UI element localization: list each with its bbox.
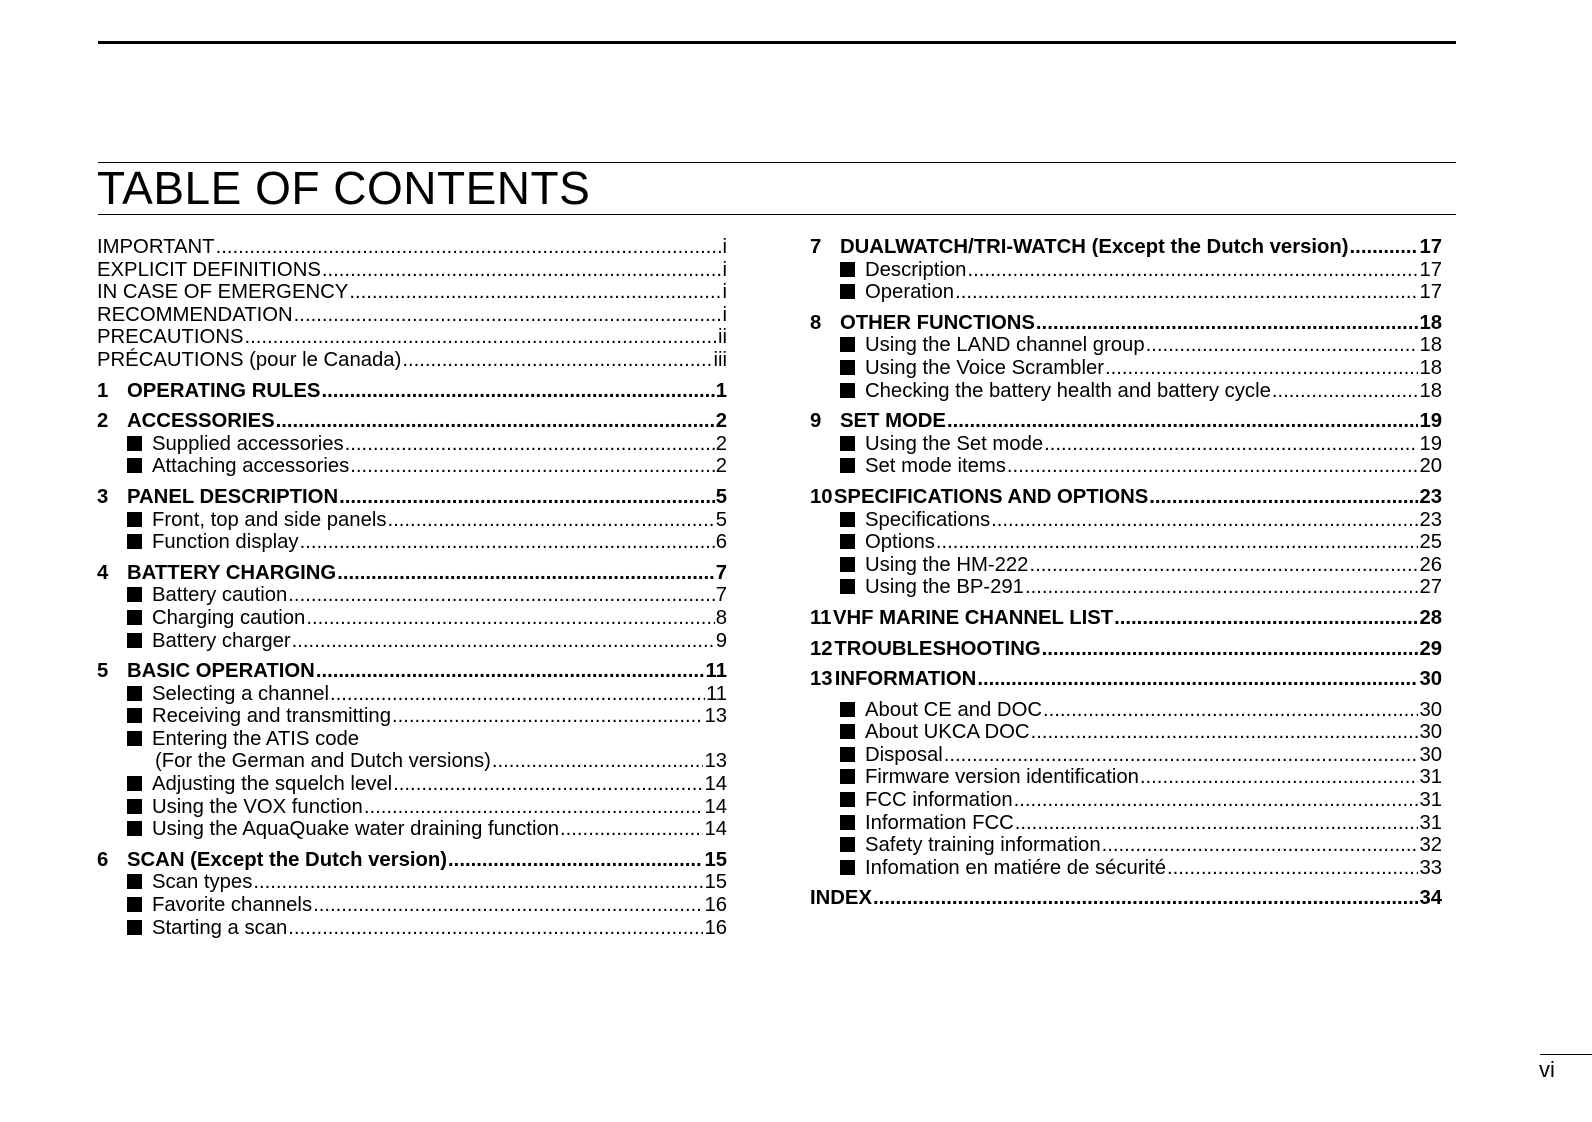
toc-subentry[interactable]: [810, 433, 1442, 456]
index-title: INDEX: [810, 887, 872, 910]
chapter-number: 1: [97, 379, 109, 402]
square-bullet-icon: [127, 708, 142, 723]
toc-entry-page: i: [722, 236, 727, 258]
subentry-page: 23: [1419, 508, 1442, 531]
chapter-title: INFORMATION: [834, 668, 977, 691]
toc-subentry[interactable]: [97, 509, 727, 532]
chapter-title: VHF MARINE CHANNEL LIST: [832, 606, 1114, 629]
leader-dots: [1167, 857, 1418, 880]
subentry-page: 18: [1419, 356, 1442, 379]
toc-subentry[interactable]: [810, 834, 1442, 857]
subentry-page: 30: [1419, 698, 1442, 721]
top-rule: [98, 41, 1456, 44]
subentry-page: 16: [704, 894, 727, 917]
subentry-page: 30: [1419, 721, 1442, 744]
leader-dots: [1007, 455, 1419, 478]
toc-subentry[interactable]: [97, 871, 727, 894]
subentry-page: 6: [715, 531, 727, 554]
leader-dots: [288, 917, 703, 940]
leader-dots: [955, 281, 1418, 304]
leader-dots: [1146, 334, 1419, 357]
subentry-label: Entering the ATIS code: [152, 727, 360, 750]
square-bullet-icon: [127, 458, 142, 473]
leader-dots: [345, 433, 715, 456]
chapter-number: 4: [97, 561, 109, 584]
toc-chapter[interactable]: [810, 607, 1442, 630]
leader-dots: [313, 894, 703, 917]
chapter-title: OPERATING RULES: [127, 379, 321, 402]
chapter-title: TROUBLESHOOTING: [834, 637, 1041, 660]
square-bullet-icon: [840, 579, 855, 594]
subentry-page: 27: [1419, 576, 1442, 599]
subentry-label: Favorite channels: [152, 894, 313, 917]
chapter-page: 15: [704, 848, 727, 871]
square-bullet-icon: [840, 557, 855, 572]
toc-subentry[interactable]: [97, 531, 727, 554]
leader-dots: [364, 796, 704, 819]
chapter-title: ACCESSORIES: [127, 410, 275, 433]
toc-entry[interactable]: [97, 349, 727, 372]
toc-subentry[interactable]: [97, 818, 727, 841]
subentry-label: Using the AquaQuake water draining function: [152, 818, 560, 841]
subentry-label: Scan types: [152, 871, 253, 894]
square-bullet-icon: [840, 337, 855, 352]
subentry-page: 16: [704, 916, 727, 939]
subentry-label: Using the HM-222: [865, 553, 1029, 576]
leader-dots: [1042, 638, 1419, 661]
square-bullet-icon: [840, 815, 855, 830]
toc-chapter[interactable]: [810, 236, 1442, 259]
toc-subentry[interactable]: [810, 699, 1442, 722]
leader-dots: [276, 410, 715, 433]
chapter-number: 9: [810, 410, 822, 433]
subentry-page: 5: [715, 508, 727, 531]
leader-dots: [316, 660, 705, 683]
chapter-page: 29: [1419, 637, 1442, 660]
subentry-page: 13: [704, 750, 727, 773]
subentry-page: 2: [715, 432, 727, 455]
toc-index-entry[interactable]: [810, 887, 1442, 910]
subentry-label: Battery caution: [152, 584, 288, 607]
leader-dots: [1014, 789, 1419, 812]
toc-chapter[interactable]: [97, 486, 727, 509]
square-bullet-icon: [840, 262, 855, 277]
square-bullet-icon: [840, 512, 855, 527]
toc-entry[interactable]: [97, 281, 727, 304]
toc-chapter[interactable]: [97, 410, 727, 433]
square-bullet-icon: [127, 897, 142, 912]
subentry-label: Disposal: [865, 743, 943, 766]
toc-entry-label: RECOMMENDATION: [97, 303, 293, 326]
toc-subentry-continuation[interactable]: [97, 750, 727, 773]
square-bullet-icon: [840, 284, 855, 299]
leader-dots: [1036, 312, 1419, 335]
leader-dots: [1031, 721, 1419, 744]
square-bullet-icon: [840, 837, 855, 852]
chapter-number: 6: [97, 848, 109, 871]
chapter-number: 2: [97, 410, 109, 433]
chapter-title: BASIC OPERATION: [127, 660, 315, 683]
subentry-label: Using the Voice Scrambler: [865, 356, 1104, 379]
subentry-label: Safety training information: [865, 834, 1101, 857]
subentry-page: 14: [704, 773, 727, 796]
subentry-label: Using the LAND channel group: [865, 334, 1145, 357]
chapter-page: 28: [1419, 606, 1442, 629]
toc-entry[interactable]: [97, 326, 727, 349]
subentry-label: Set mode items: [865, 455, 1006, 478]
toc-entry-label: IN CASE OF EMERGENCY: [97, 281, 349, 304]
square-bullet-icon: [840, 702, 855, 717]
chapter-number: 13: [810, 668, 833, 691]
square-bullet-icon: [840, 860, 855, 875]
toc-chapter[interactable]: [810, 410, 1442, 433]
chapter-number: 8: [810, 311, 822, 334]
toc-subentry[interactable]: [810, 380, 1442, 403]
subentry-page: 9: [715, 629, 727, 652]
leader-dots: [1350, 236, 1419, 259]
toc-subentry[interactable]: [810, 789, 1442, 812]
toc-subentry[interactable]: [97, 917, 727, 940]
subentry-label: Infomation en matiére de sécurité: [865, 856, 1167, 879]
leader-dots: [967, 259, 1418, 282]
leader-dots: [560, 818, 703, 841]
square-bullet-icon: [840, 724, 855, 739]
leader-dots: [492, 750, 704, 773]
toc-subentry[interactable]: [97, 705, 727, 728]
subentry-label: Attaching accessories: [152, 455, 350, 478]
toc-entry-label: EXPLICIT DEFINITIONS: [97, 258, 321, 281]
leader-dots: [977, 668, 1418, 691]
leader-dots: [350, 455, 714, 478]
leader-dots: [388, 509, 715, 532]
page-title: TABLE OF CONTENTS: [97, 162, 591, 214]
toc-subentry[interactable]: [810, 721, 1442, 744]
toc-chapter[interactable]: [810, 312, 1442, 335]
subentry-label: Receiving and transmitting: [152, 705, 391, 728]
toc-entry-page: i: [722, 303, 727, 326]
subentry-label: Information FCC: [865, 811, 1014, 834]
toc-entry-label: PRECAUTIONS: [97, 326, 244, 349]
square-bullet-icon: [127, 610, 142, 625]
leader-dots: [339, 486, 715, 509]
leader-dots: [991, 509, 1418, 532]
square-bullet-icon: [127, 436, 142, 451]
subentry-page: 14: [704, 795, 727, 818]
square-bullet-icon: [127, 512, 142, 527]
chapter-title: SET MODE: [840, 410, 946, 433]
subentry-label: Starting a scan: [152, 916, 288, 939]
square-bullet-icon: [840, 383, 855, 398]
folio-rule: [1540, 1054, 1592, 1055]
leader-dots: [337, 562, 715, 585]
subentry-page: 26: [1419, 553, 1442, 576]
subentry-label: Charging caution: [152, 606, 306, 629]
chapter-page: 2: [715, 410, 727, 433]
square-bullet-icon: [127, 587, 142, 602]
toc-subentry[interactable]: [97, 584, 727, 607]
chapter-number: 12: [810, 637, 833, 660]
square-bullet-icon: [840, 769, 855, 784]
subentry-label: About CE and DOC: [865, 698, 1042, 721]
leader-dots: [1105, 357, 1418, 380]
toc-chapter[interactable]: [97, 849, 727, 872]
toc-subentry[interactable]: [810, 576, 1442, 599]
square-bullet-icon: [127, 731, 142, 746]
chapter-title: SCAN (Except the Dutch version): [127, 848, 448, 871]
subentry-label: Checking the battery health and battery cycle: [865, 379, 1271, 402]
square-bullet-icon: [127, 920, 142, 935]
leader-dots: [321, 380, 714, 403]
square-bullet-icon: [840, 747, 855, 762]
toc-subentry[interactable]: [810, 744, 1442, 767]
subentry-label: Using the Set mode: [865, 432, 1044, 455]
subentry-page: 7: [715, 584, 727, 607]
leader-dots: [392, 705, 703, 728]
subentry-page: 19: [1419, 432, 1442, 455]
toc-subentry[interactable]: [810, 766, 1442, 789]
subentry-page: 31: [1419, 766, 1442, 789]
toc-chapter[interactable]: [810, 638, 1442, 661]
toc-chapter[interactable]: [810, 668, 1442, 691]
subentry-label-continued: (For the German and Dutch versions): [155, 750, 491, 773]
square-bullet-icon: [127, 874, 142, 889]
chapter-number: 11: [810, 606, 832, 629]
index-page: 34: [1419, 887, 1442, 910]
toc-subentry[interactable]: [97, 607, 727, 630]
square-bullet-icon: [127, 534, 142, 549]
toc-entry-page: i: [722, 281, 727, 304]
subentry-page: 2: [715, 455, 727, 478]
subentry-label: Selecting a channel: [152, 682, 330, 705]
subentry-label: Specifications: [865, 508, 991, 531]
leader-dots: [1025, 576, 1418, 599]
square-bullet-icon: [127, 633, 142, 648]
square-bullet-icon: [127, 776, 142, 791]
leader-dots: [330, 683, 705, 706]
subentry-label: Using the BP-291: [865, 576, 1024, 599]
leader-dots: [1272, 380, 1419, 403]
subentry-label: About UKCA DOC: [865, 721, 1030, 744]
subentry-page: 25: [1419, 531, 1442, 554]
square-bullet-icon: [127, 799, 142, 814]
chapter-page: 5: [715, 485, 727, 508]
subentry-label: Front, top and side panels: [152, 508, 387, 531]
toc-chapter[interactable]: [810, 486, 1442, 509]
square-bullet-icon: [840, 534, 855, 549]
toc-subentry[interactable]: [810, 812, 1442, 835]
toc-subentry[interactable]: [97, 433, 727, 456]
subentry-page: 33: [1419, 856, 1442, 879]
toc-subentry[interactable]: [97, 773, 727, 796]
leader-dots: [245, 326, 717, 349]
leader-dots: [349, 281, 721, 304]
chapter-title: OTHER FUNCTIONS: [840, 311, 1035, 334]
square-bullet-icon: [840, 458, 855, 473]
chapter-title: DUALWATCH/TRI-WATCH (Except the Dutch version): [840, 236, 1349, 258]
subentry-label: Description: [865, 258, 967, 281]
subentry-label: Battery charger: [152, 629, 291, 652]
chapter-number: 7: [810, 236, 822, 258]
chapter-page: 7: [715, 561, 727, 584]
toc-subentry[interactable]: [97, 796, 727, 819]
square-bullet-icon: [840, 436, 855, 451]
subentry-page: 11: [705, 682, 727, 705]
toc-subentry[interactable]: [97, 455, 727, 478]
toc-subentry[interactable]: [97, 683, 727, 706]
square-bullet-icon: [840, 792, 855, 807]
chapter-page: 17: [1419, 236, 1442, 258]
chapter-title: BATTERY CHARGING: [127, 561, 337, 584]
toc-subentry[interactable]: [810, 357, 1442, 380]
toc-chapter[interactable]: [97, 562, 727, 585]
chapter-title: PANEL DESCRIPTION: [127, 485, 339, 508]
toc-subentry[interactable]: [810, 531, 1442, 554]
subentry-page: 18: [1419, 379, 1442, 402]
leader-dots: [306, 607, 714, 630]
chapter-page: 30: [1419, 668, 1442, 691]
chapter-number: 10: [810, 485, 833, 508]
leader-dots: [1114, 607, 1418, 630]
subentry-page: 31: [1419, 811, 1442, 834]
leader-dots: [292, 630, 715, 653]
toc-subentry[interactable]: [97, 728, 727, 751]
leader-dots: [1149, 486, 1418, 509]
square-bullet-icon: [127, 686, 142, 701]
chapter-page: 11: [705, 660, 727, 683]
chapter-page: 1: [715, 379, 727, 402]
leader-dots: [216, 236, 722, 259]
chapter-number: 5: [97, 660, 109, 683]
toc-entry[interactable]: [97, 259, 727, 282]
toc-subentry[interactable]: [97, 630, 727, 653]
leader-dots: [1043, 699, 1418, 722]
leader-dots: [448, 849, 703, 872]
toc-chapter[interactable]: [97, 660, 727, 683]
page-number: vi: [1539, 1057, 1555, 1082]
subentry-page: 8: [715, 606, 727, 629]
toc-subentry[interactable]: [810, 259, 1442, 282]
toc-subentry[interactable]: [810, 554, 1442, 577]
chapter-page: 23: [1419, 485, 1442, 508]
square-bullet-icon: [127, 821, 142, 836]
toc-entry-page: i: [722, 258, 727, 281]
toc-entry[interactable]: [97, 236, 727, 259]
leader-dots: [1044, 433, 1418, 456]
leader-dots: [1140, 766, 1419, 789]
leader-dots: [300, 531, 715, 554]
leader-dots: [873, 887, 1418, 910]
toc-subentry[interactable]: [810, 509, 1442, 532]
leader-dots: [294, 304, 722, 327]
leader-dots: [288, 584, 714, 607]
subentry-label: Operation: [865, 281, 955, 304]
subentry-label: Using the VOX function: [152, 795, 363, 818]
subentry-page: 30: [1419, 743, 1442, 766]
toc-right-column: [810, 236, 1442, 910]
leader-dots: [947, 410, 1419, 433]
subentry-page: 17: [1419, 281, 1442, 304]
toc-entry-label: IMPORTANT: [97, 236, 215, 258]
toc-entry-page: ii: [717, 326, 727, 349]
leader-dots: [936, 531, 1419, 554]
subentry-label: Adjusting the squelch level: [152, 773, 393, 796]
toc-subentry[interactable]: [810, 281, 1442, 304]
toc-left-column: [97, 236, 727, 939]
subentry-page: 13: [704, 705, 727, 728]
toc-chapter[interactable]: [97, 380, 727, 403]
toc-subentry[interactable]: [97, 894, 727, 917]
leader-dots: [402, 349, 712, 372]
leader-dots: [1029, 554, 1418, 577]
chapter-page: 18: [1419, 311, 1442, 334]
subentry-page: 20: [1419, 455, 1442, 478]
leader-dots: [944, 744, 1419, 767]
subentry-page: 31: [1419, 789, 1442, 812]
toc-subentry[interactable]: [810, 857, 1442, 880]
toc-entry[interactable]: [97, 304, 727, 327]
subentry-page: 17: [1419, 258, 1442, 281]
leader-dots: [1102, 834, 1419, 857]
subentry-label: FCC information: [865, 789, 1013, 812]
toc-entry-label: PRÉCAUTIONS (pour le Canada): [97, 348, 402, 371]
chapter-number: 3: [97, 485, 109, 508]
toc-subentry[interactable]: [810, 334, 1442, 357]
square-bullet-icon: [840, 360, 855, 375]
leader-dots: [253, 871, 703, 894]
toc-subentry[interactable]: [810, 455, 1442, 478]
subentry-label: Supplied accessories: [152, 432, 344, 455]
subentry-label: Function display: [152, 531, 299, 554]
subentry-label: Options: [865, 531, 935, 554]
subentry-page: 15: [704, 871, 727, 894]
chapter-page: 19: [1419, 410, 1442, 433]
subentry-page: 18: [1419, 334, 1442, 357]
title-rule-bottom: [98, 214, 1456, 215]
leader-dots: [322, 259, 722, 282]
toc-entry-page: iii: [713, 348, 727, 371]
subentry-page: 14: [704, 818, 727, 841]
subentry-label: Firmware version identification: [865, 766, 1139, 789]
chapter-title: SPECIFICATIONS AND OPTIONS: [833, 485, 1149, 508]
leader-dots: [393, 773, 703, 796]
subentry-page: 32: [1419, 834, 1442, 857]
leader-dots: [1015, 812, 1419, 835]
